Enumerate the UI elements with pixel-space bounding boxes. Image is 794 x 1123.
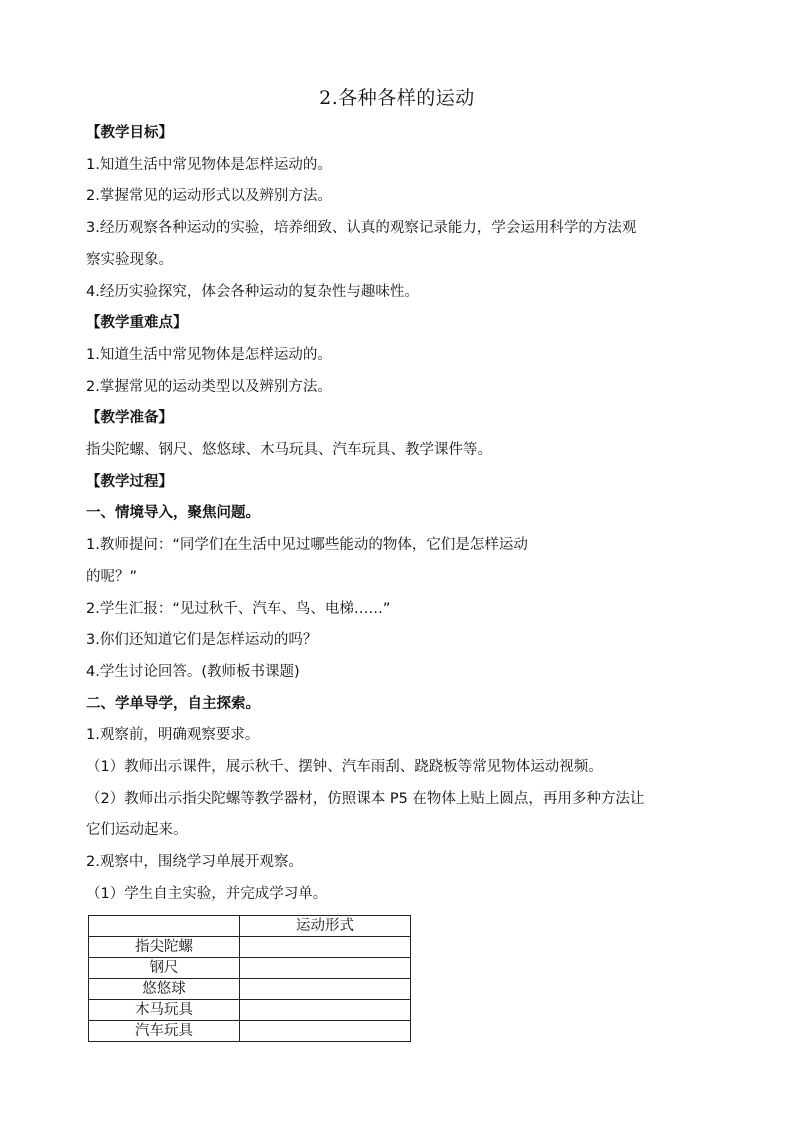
paragraph-line: （1）教师出示课件，展示秋千、摆钟、汽车雨刮、跷跷板等常见物体运动视频。 bbox=[86, 759, 603, 776]
table-row bbox=[89, 936, 411, 957]
paragraph-line: 的呢？” bbox=[86, 568, 138, 585]
table-cell-object: 指尖陀螺 bbox=[89, 936, 240, 957]
paragraph-line: 4.学生讨论回答。(教师板书课题) bbox=[86, 663, 300, 680]
section-heading-goals: 【教学目标】 bbox=[86, 125, 173, 141]
paragraph-line: 2.观察中，围绕学习单展开观察。 bbox=[86, 854, 303, 871]
paragraph-line: 3.你们还知道它们是怎样运动的吗？ bbox=[86, 632, 318, 649]
section-heading-process: 【教学过程】 bbox=[86, 473, 173, 490]
paragraph-line: 察实验现象。 bbox=[86, 251, 173, 268]
paragraph-line: （2）教师出示指尖陀螺等教学器材，仿照课本 P5 在物体上贴上圆点，再用多种方法让 bbox=[86, 790, 645, 807]
section-heading-prep: 【教学准备】 bbox=[86, 410, 173, 427]
table-cell-motion[interactable] bbox=[240, 936, 411, 957]
table-header-cell bbox=[89, 915, 240, 936]
table-cell-motion[interactable] bbox=[240, 978, 411, 999]
subsection-heading-part2: 二、学单导学，自主探索。 bbox=[86, 695, 260, 712]
subsection-heading-part1: 一、情境导入，聚焦问题。 bbox=[86, 505, 260, 522]
paragraph-line: 4.经历实验探究，体会各种运动的复杂性与趣味性。 bbox=[86, 283, 419, 300]
section-heading-key-points: 【教学重难点】 bbox=[86, 315, 188, 332]
table-row bbox=[89, 1020, 411, 1041]
paragraph-line: 2.学生汇报：“见过秋千、汽车、鸟、电梯……” bbox=[86, 600, 391, 617]
paragraph-line: 它们运动起来。 bbox=[86, 822, 188, 839]
table-row bbox=[89, 957, 411, 978]
worksheet-table bbox=[88, 915, 411, 1042]
paragraph-line: 1.教师提问：“同学们在生活中见过哪些能动的物体，它们是怎样运动 bbox=[86, 537, 528, 554]
table-cell-motion[interactable] bbox=[240, 1020, 411, 1041]
table-row bbox=[89, 999, 411, 1020]
paragraph-line: 1.知道生活中常见物体是怎样运动的。 bbox=[86, 346, 332, 363]
table-header-cell: 运动形式 bbox=[240, 915, 411, 936]
page-title: 2.各种各样的运动 bbox=[319, 87, 475, 109]
table-header-row bbox=[89, 915, 411, 936]
table-cell-object: 悠悠球 bbox=[89, 978, 240, 999]
paragraph-line: 2.掌握常见的运动类型以及辨别方法。 bbox=[86, 378, 332, 395]
table-cell-object: 汽车玩具 bbox=[89, 1020, 240, 1041]
table-cell-object: 钢尺 bbox=[89, 957, 240, 978]
paragraph-line: 3.经历观察各种运动的实验，培养细致、认真的观察记录能力，学会运用科学的方法观 bbox=[86, 220, 637, 237]
table-cell-motion[interactable] bbox=[240, 957, 411, 978]
paragraph-line: 1.知道生活中常见物体是怎样运动的。 bbox=[86, 156, 332, 173]
paragraph-line: 1.观察前，明确观察要求。 bbox=[86, 727, 260, 744]
table-cell-object: 木马玩具 bbox=[89, 999, 240, 1020]
paragraph-line: 指尖陀螺、钢尺、悠悠球、木马玩具、汽车玩具、教学课件等。 bbox=[86, 442, 492, 459]
table-row bbox=[89, 978, 411, 999]
paragraph-line: （1）学生自主实验，并完成学习单。 bbox=[86, 885, 328, 902]
paragraph-line: 2.掌握常见的运动形式以及辨别方法。 bbox=[86, 188, 332, 205]
table-cell-motion[interactable] bbox=[240, 999, 411, 1020]
